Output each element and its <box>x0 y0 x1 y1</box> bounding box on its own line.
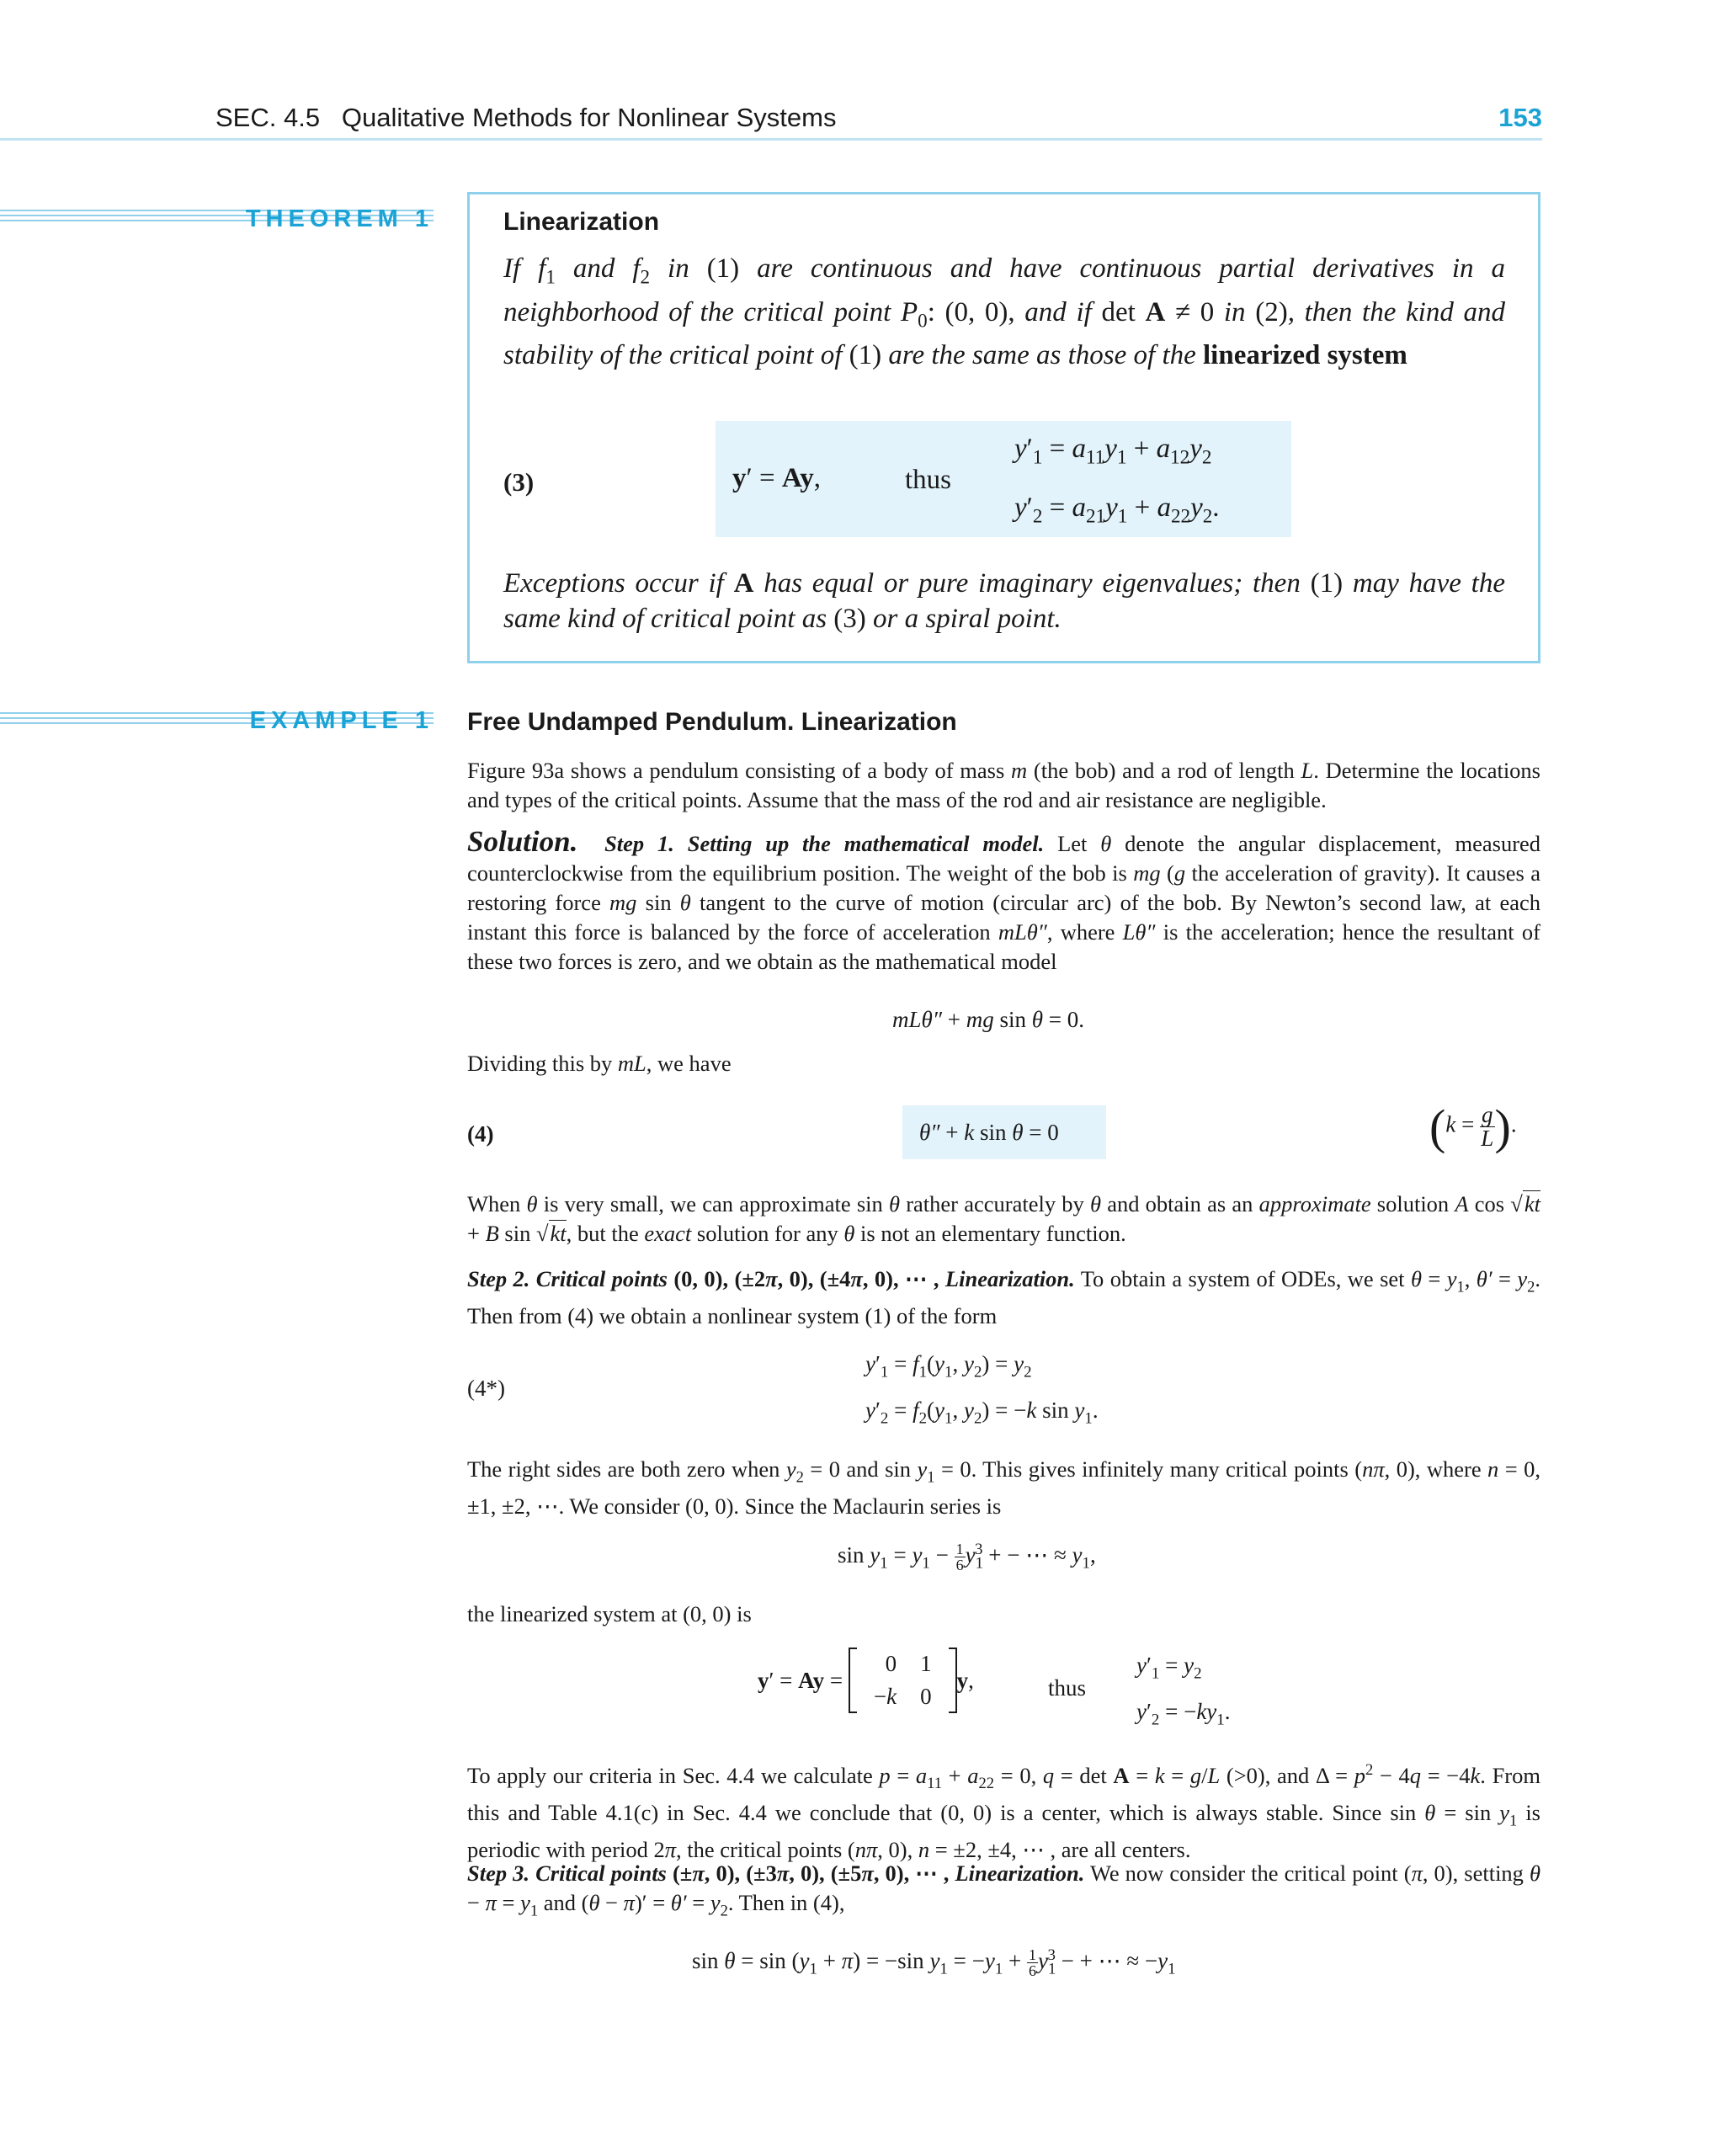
coefficient-matrix: 0 1 −k 0 <box>849 1648 957 1713</box>
linearized-line2: $y'_2 = -ky_1$. <box>1136 1699 1231 1729</box>
theorem-heading: Linearization <box>503 208 660 236</box>
eq3-line2: $y'_2 = a_{21}y_1 + a_{22}y_2$. <box>1014 492 1220 527</box>
eq3-line1: $y'_1 = a_{11}y_1 + a_{12}y_2$ <box>1014 434 1212 468</box>
example-heading: Free Undamped Pendulum. Linearization <box>467 708 957 736</box>
step3-paragraph: Step 3. Critical points (±π, 0), (±3π, 0), (±5π, 0), ⋯ , Linearization. We now consider the critical point (π, 0), setting $\theta - \pi = y_1$ and $(\theta - \pi)' = \theta' = y_2$. Then in (4), <box>467 1861 1541 1920</box>
eq3-number: (3) <box>503 467 535 497</box>
step3-expansion: $\sin \theta = \sin (y_1 + \pi) = -\sin$ $y_1 = -y_1$ + $\frac{1}{6}$ $y_1^3$ − + ⋯ ≈ $-y_1$ <box>692 1946 1176 1980</box>
maclaurin-series: $\sin y_1 = y_1$ − $\frac{1}{6}$ $y_1^3$ + − ⋯ ≈ $y_1$, <box>838 1541 1096 1574</box>
eq4star-line1: $y'_1 = f_1(y_1$, $y_2) = y_2$ <box>865 1351 1032 1381</box>
theorem-label: THEOREM 1 <box>245 205 434 232</box>
eq4-equation: θ″ + k sin θ = 0 <box>919 1120 1059 1145</box>
step1-heading: Step 1. Setting up the mathematical model. <box>604 831 1045 856</box>
small-angle-paragraph: When θ is very small, we can approximate sin θ rather accurately by θ and obtain as an approximate solution A cos √kt + B sin √kt, but the exact solution for any θ is not an elementary function. <box>467 1191 1540 1246</box>
solution-paragraph: Solution. Step 1. Setting up the mathematical model. Let θ denote the angular displacement, measured counterclockwise from the equilibrium position. The weight of the bob is mg (g the acceleration of gravity). It causes a restoring force mg sin θ tangent to the curve of motion (circular arc) of the bob. By Newton’s second law, at each instant this force is balanced by the force of acceleration mLθ″, where Lθ″ is the acceleration; hence the resultant of these two forces is zero, and we obtain as the mathematical model <box>467 825 1541 974</box>
page-number: 153 <box>1498 103 1542 132</box>
linearized-matrix-system: y′ = Ay = 0 1 −k 0 y, <box>758 1648 974 1713</box>
linearized-intro: the linearized system at (0, 0) is <box>467 1601 752 1626</box>
theorem-exceptions: Exceptions occur if A has equal or pure imaginary eigenvalues; then (1) may have the same kind of critical point as (3) or a spiral point. <box>503 568 1505 634</box>
linearized-line1: $y'_1 = y_2$ <box>1136 1653 1202 1683</box>
example-label: EXAMPLE 1 <box>249 707 434 734</box>
eq4-number: (4) <box>467 1121 494 1147</box>
theorem-statement: If $f_1$ and $f_2$ in (1) are continuous and have continuous partial derivatives in a neighborhood of the critical point $P_0$: (0, 0), and if det A ≠ 0 in (2), then the kind and stability of the critical point of (1) are the same as those of the linearized system <box>503 253 1505 371</box>
criteria-paragraph: To apply our criteria in Sec. 4.4 we calculate $p = a_{11} + a_{22} = 0$, q = det A = k = g/L (>0), and $\Delta = p^2 - 4q = -4k$. From this and Table 4.1(c) in Sec. 4.4 we conclude that (0, 0) is a center, which is always stable. Since $\sin \theta = \sin y_1$ is periodic with period 2π, the critical points (nπ, 0), n = ±2, ±4, ⋯ , are all centers. <box>467 1761 1540 1863</box>
solution-label: Solution. <box>467 825 578 858</box>
section-title: Qualitative Methods for Nonlinear Systems <box>341 103 837 132</box>
running-head <box>216 103 836 133</box>
model-equation: mLθ″ + mg sin θ = 0. <box>892 1007 1085 1032</box>
eq4star-number: (4*) <box>467 1376 505 1401</box>
example-intro: Figure 93a shows a pendulum consisting of a body of mass m (the bob) and a rod of length L. Determine the locations and types of the critical points. Assume that the mass of the rod and air resistance are negligible. <box>467 758 1540 812</box>
header-rule <box>0 138 1542 141</box>
eq3-matrix-form: y′ = Ay, <box>732 463 821 493</box>
eq4-k-definition: (k = $\frac{g}{L}$ ). <box>1429 1099 1517 1154</box>
dividing-text: Dividing this by mL, we have <box>467 1051 732 1076</box>
critical-points-paragraph: The right sides are both zero when $y_2 = 0$ and $\sin y_1 = 0$. This gives infinitely many critical points (nπ, 0), where n = 0, ±1, ±2, ⋯. We consider (0, 0). Since the Maclaurin series is <box>467 1456 1540 1520</box>
eq3-thus: thus <box>905 465 952 495</box>
section-number: SEC. 4.5 <box>216 103 321 132</box>
linearized-thus: thus <box>1048 1675 1087 1701</box>
eq4star-line2: $y'_2 = f_2(y_1$, $y_2) = -k$ $\sin y_1$. <box>865 1397 1099 1428</box>
step2-paragraph: Step 2. Critical points (0, 0), (±2π, 0), (±4π, 0), ⋯ , Linearization. To obtain a system of ODEs, we set $\theta = y_1$, $\theta' = y_2$. Then from (4) we obtain a nonlinear system (1) of the form <box>467 1266 1541 1329</box>
